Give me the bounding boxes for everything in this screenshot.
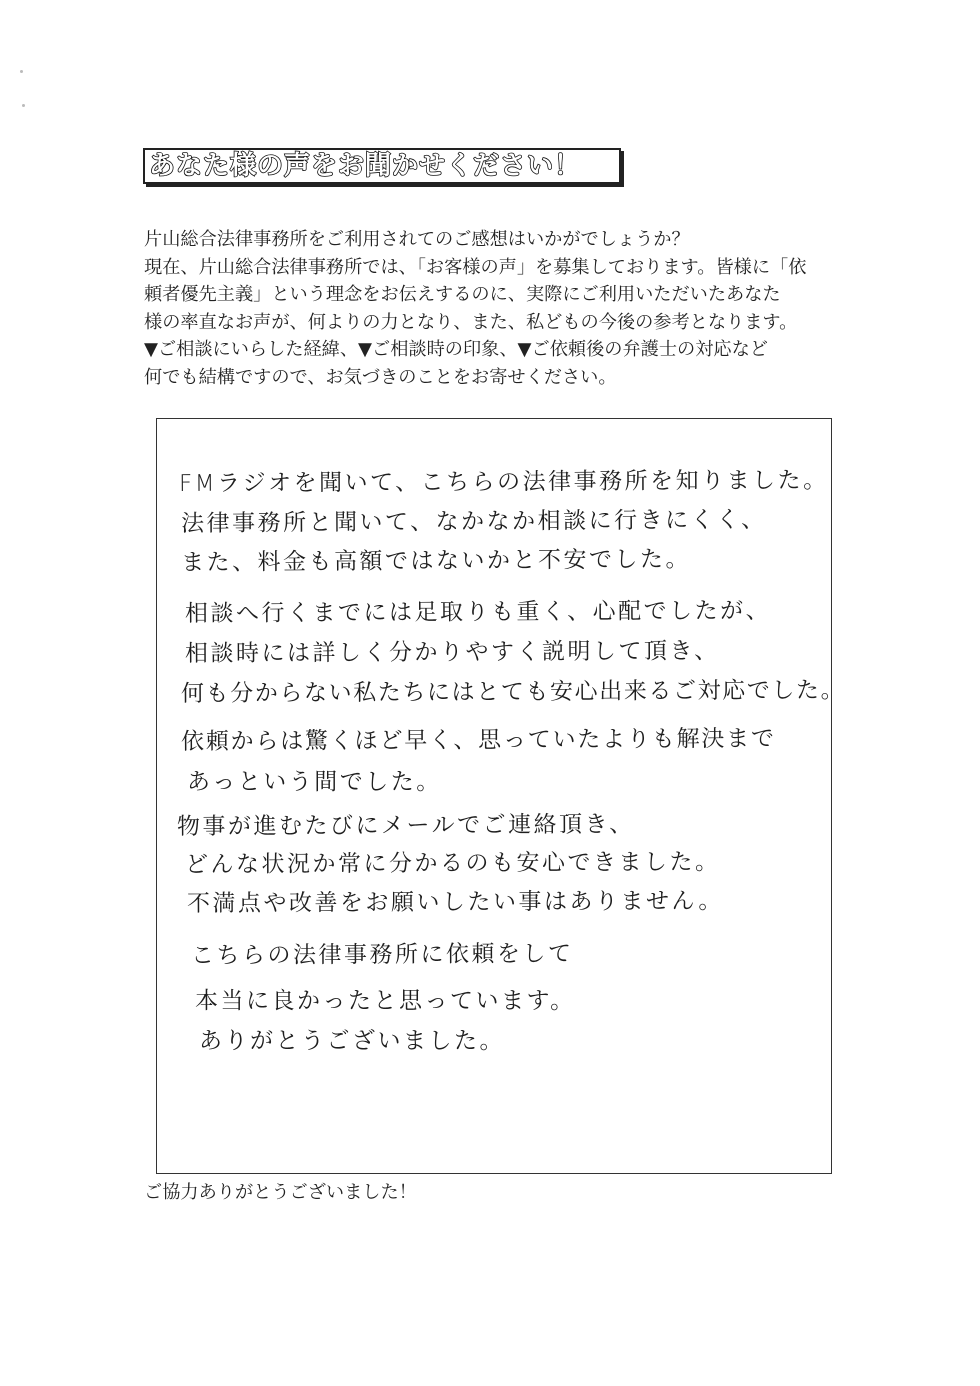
intro-line: 現在、片山総合法律事務所では、「お客様の声」を募集しております。皆様に「依 — [144, 256, 807, 278]
handwritten-line: 何も分からない私たちにはとても安心出来るご対応でした。 — [180, 677, 846, 707]
scan-speck — [20, 70, 23, 73]
intro-line: 頼者優先主義」という理念をお伝えするのに、実際にご利用いただいたあなた — [144, 284, 781, 306]
handwritten-line: 法律事務所と聞いて、なかなか相談に行きにくく、 — [180, 506, 767, 537]
intro-line: 片山総合法律事務所をご利用されてのご感想はいかがでしょうか？ — [144, 229, 690, 250]
intro-line: 様の率直なお声が、何よりの力となり、また、私どもの今後の参考となります。 — [144, 311, 798, 333]
page-title-box — [143, 148, 621, 184]
handwritten-line: あっという間でした。 — [187, 769, 442, 795]
handwritten-line: どんな状況か常に分かるのも安心できました。 — [184, 849, 721, 878]
handwritten-line: 不満点や改善をお願いしたい事はありません。 — [186, 888, 724, 917]
footer-thanks: ご協力ありがとうございました！ — [144, 1182, 417, 1203]
handwritten-line: 依頼からは驚くほど早く、思っていたよりも解決まで — [180, 725, 776, 755]
handwritten-line: 相談時には詳しく分かりやすく説明して頂き、 — [184, 638, 720, 667]
page-title: あなた様の声をお聞かせください！ — [149, 151, 582, 181]
scan-speck — [22, 104, 25, 107]
handwritten-answer-box — [156, 418, 846, 1174]
intro-line: ▼ご相談にいらした経緯、▼ご相談時の印象、▼ご依頼後の弁護士の対応など — [144, 339, 768, 361]
intro-text — [144, 226, 844, 392]
intro-line: 何でも結構ですので、お気づきのことをお寄せください。 — [144, 366, 617, 388]
handwritten-line: こちらの法律事務所に依頼をして — [190, 940, 574, 969]
handwritten-line: 物事が進むたびにメールでご連絡頂き、 — [176, 811, 635, 840]
handwritten-line: FMラジオを聞いて、こちらの法律事務所を知りました。 — [178, 467, 829, 497]
handwritten-line: また、料金も高額ではないかと不安でした。 — [180, 546, 692, 576]
handwritten-line: ありがとうございました。 — [199, 1028, 505, 1054]
handwritten-line: 本当に良かったと思っています。 — [195, 988, 576, 1014]
handwritten-line: 相談へ行くまでには足取りも重く、心配でしたが、 — [184, 597, 772, 627]
